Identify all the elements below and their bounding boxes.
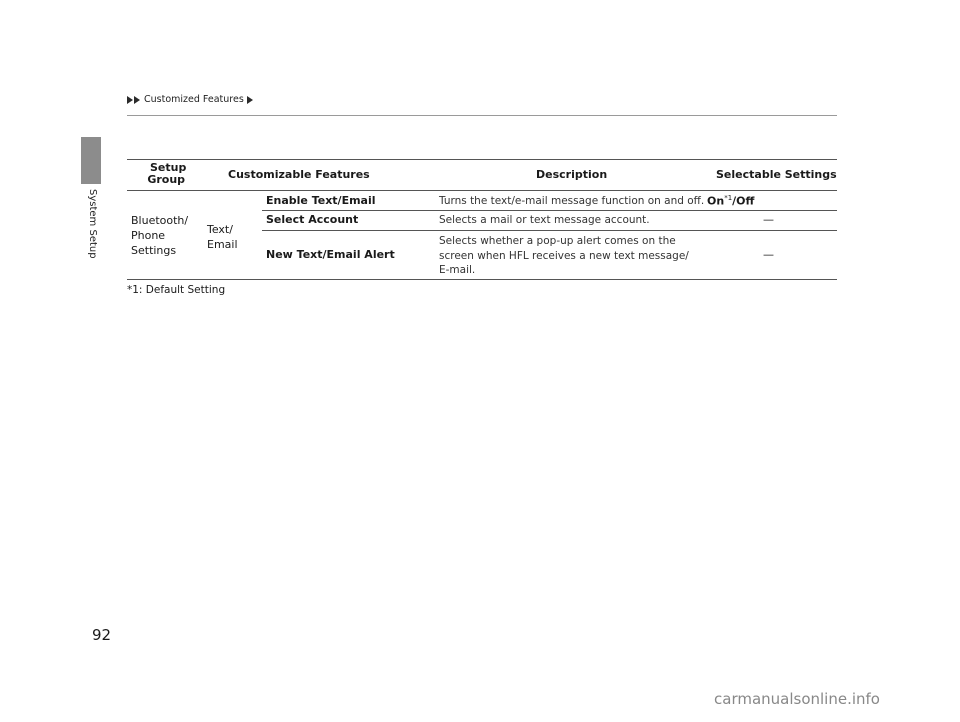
header-setup-group-line1: Setup	[150, 161, 187, 174]
watermark-text: carmanualsonline.info	[714, 690, 880, 708]
header-customizable-features: Customizable Features	[228, 168, 370, 181]
description-select-account: Selects a mail or text message account.	[439, 214, 650, 226]
subgroup-line: Text/	[207, 223, 233, 236]
header-selectable-settings: Selectable Settings	[716, 168, 837, 181]
group-line: Bluetooth/	[131, 214, 189, 227]
group-line: Settings	[131, 244, 177, 257]
breadcrumb-arrow-icon	[127, 96, 133, 104]
breadcrumb-link[interactable]: Customized Features	[144, 94, 244, 105]
setting-on-off	[707, 194, 754, 208]
feature-select-account: Select Account	[266, 213, 359, 226]
header-description: Description	[536, 168, 608, 181]
footnote-marker: *1	[724, 194, 733, 202]
breadcrumb-arrow-icon	[247, 96, 253, 104]
description-line: Selects whether a pop-up alert comes on the	[439, 235, 676, 247]
section-tab-marker	[81, 137, 101, 184]
setting-none: —	[763, 248, 774, 261]
feature-enable-text-email: Enable Text/Email	[266, 194, 376, 207]
table-top-rule	[127, 159, 837, 160]
header-setup-group-line2: Group	[147, 173, 186, 186]
header-setup-group	[146, 162, 186, 186]
subgroup-text-email	[207, 222, 238, 252]
description-line: screen when HFL receives a new text message/	[439, 249, 689, 262]
row-divider	[262, 230, 837, 231]
description-new-text-email-alert	[439, 234, 689, 278]
description-line: E-mail.	[439, 264, 476, 276]
footnote-default-setting: *1: Default Setting	[127, 284, 226, 296]
page-number: 92	[92, 626, 112, 644]
setting-on: On	[707, 194, 725, 208]
setting-off: /Off	[732, 194, 755, 208]
row-divider	[262, 210, 837, 211]
breadcrumb	[127, 94, 254, 105]
setting-none: —	[763, 213, 774, 226]
feature-new-text-email-alert: New Text/Email Alert	[266, 248, 395, 261]
table-header-rule	[127, 190, 837, 191]
table-bottom-rule	[127, 279, 837, 280]
subgroup-line: Email	[207, 238, 238, 251]
description-enable-text-email: Turns the text/e-mail message function on and off.	[439, 195, 705, 207]
breadcrumb-arrow-icon	[134, 96, 140, 104]
group-bluetooth-phone-settings	[131, 213, 188, 258]
section-label: System Setup	[87, 189, 98, 259]
header-rule	[127, 115, 837, 116]
group-line: Phone	[131, 229, 166, 242]
